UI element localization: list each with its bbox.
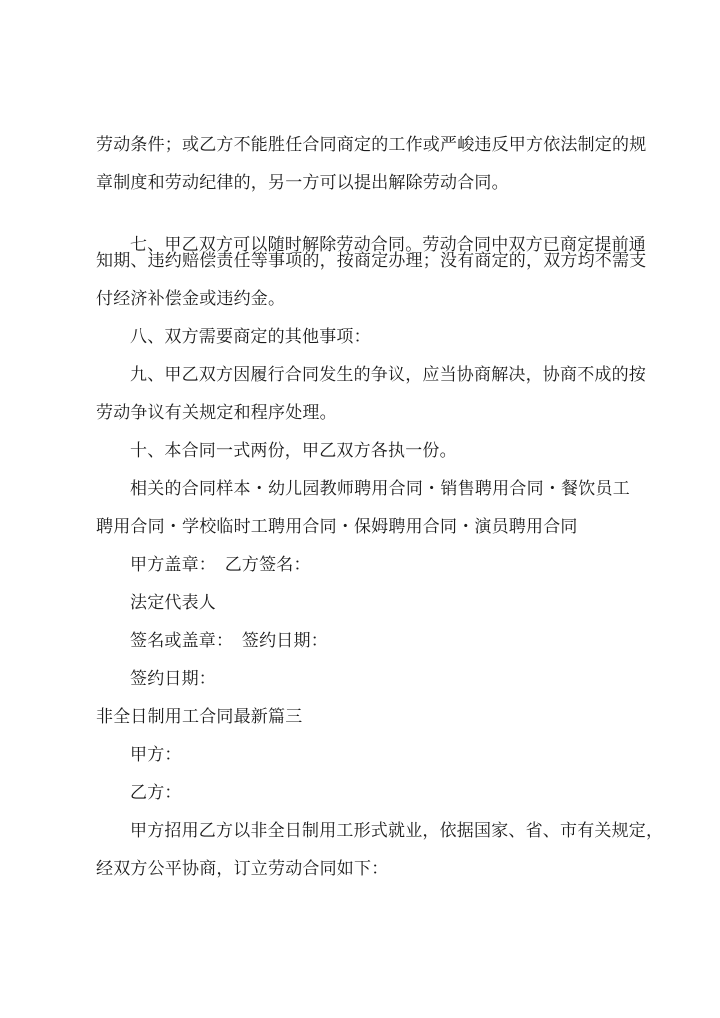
paragraph-line: 劳动条件；或乙方不能胜任合同商定的工作或严峻违反甲方依法制定的规 [96,135,647,155]
signature-line: 签约日期： [130,669,216,689]
paragraph-line: 章制度和劳动纪律的，另一方可以提出解除劳动合同。 [96,173,509,193]
paragraph-line: 知期、违约赔偿责任等事项的，按商定办理；没有商定的，双方均不需支 [96,251,647,271]
signature-line: 签名或盖章： 签约日期： [130,631,328,651]
section-heading: 非全日制用工合同最新篇三 [96,707,303,727]
clause-nine-line: 九、甲乙双方因履行合同发生的争议，应当协商解决，协商不成的按 [130,365,646,385]
party-b-line: 乙方： [130,783,182,803]
related-samples-line: 相关的合同样本・幼儿园教师聘用合同・销售聘用合同・餐饮员工 [130,479,630,499]
clause-ten-line: 十、本合同一式两份，甲乙双方各执一份。 [130,441,457,461]
paragraph-line: 甲方招用乙方以非全日制用工形式就业，依据国家、省、市有关规定， [130,821,664,841]
paragraph-line: 付经济补偿金或违约金。 [96,289,286,309]
paragraph-line: 经双方公平协商，订立劳动合同如下： [96,859,389,879]
clause-eight-line: 八、双方需要商定的其他事项： [130,327,371,347]
related-samples-line: 聘用合同・学校临时工聘用合同・保姆聘用合同・演员聘用合同 [96,517,578,537]
party-a-line: 甲方： [130,745,182,765]
signature-line: 甲方盖章： 乙方签名： [130,555,311,575]
signature-line: 法定代表人 [130,593,216,613]
clause-seven-line: 七、甲乙双方可以随时解除劳动合同。劳动合同中双方已商定提前通 [130,235,646,255]
paragraph-line: 劳动争议有关规定和程序处理。 [96,403,337,423]
